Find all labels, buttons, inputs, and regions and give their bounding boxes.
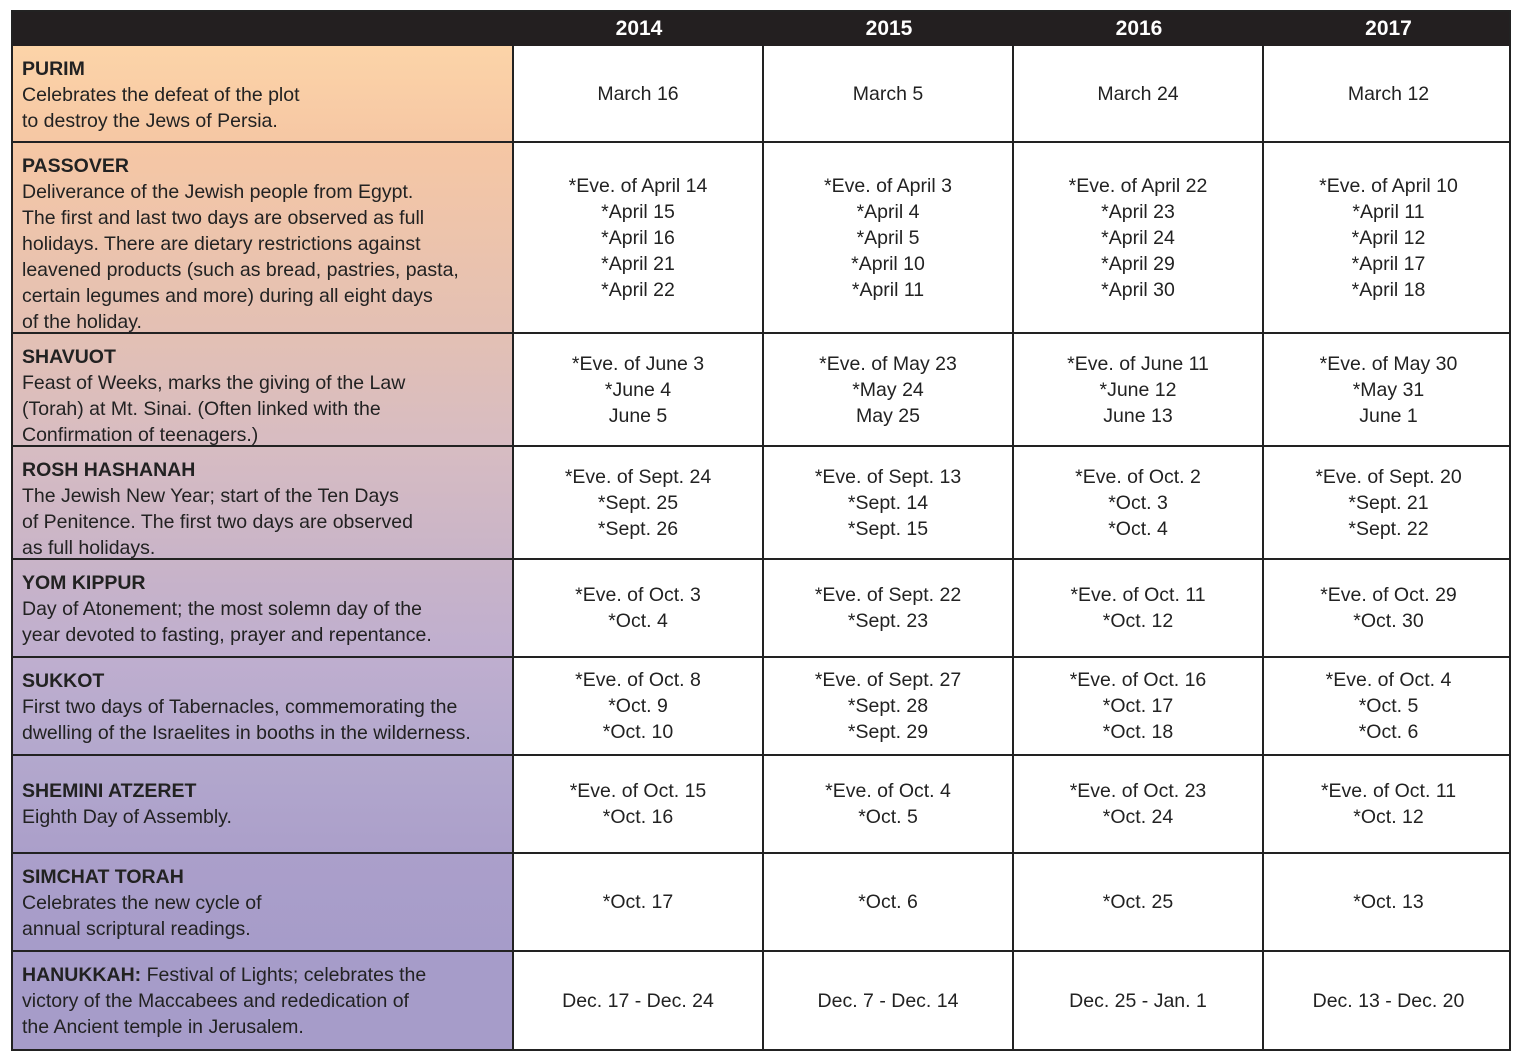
date-line: *Eve. of Oct. 3: [575, 584, 701, 606]
date-cell-2016: [1014, 658, 1264, 756]
date-cell-2015: [764, 756, 1014, 854]
date-line: *Eve. of May 23: [819, 352, 957, 375]
date-cell-2017: [1264, 854, 1511, 952]
date-cell-2015: [764, 560, 1014, 658]
date-line: *Oct. 12: [1353, 806, 1424, 828]
date-line: *Eve. of Oct. 11: [1320, 780, 1457, 802]
date-cell-2015: [764, 143, 1014, 334]
date-line: Dec. 7 - Dec. 14: [817, 989, 959, 1012]
date-line: *April 24: [1101, 226, 1175, 249]
date-cell-2014: [514, 854, 764, 952]
date-cell-2016: [1014, 447, 1264, 560]
holiday-name-line: [22, 570, 503, 596]
holiday-desc-text: Festival of Lights; celebrates the: [141, 964, 427, 986]
date-cell-2015: [764, 854, 1014, 952]
date-line: March 5: [852, 82, 924, 105]
date-line: *Oct. 6: [1358, 721, 1419, 743]
date-cell-2016: [1014, 143, 1264, 334]
date-cell-2014: [514, 560, 764, 658]
date-cell-2016: [1014, 854, 1264, 952]
date-line: *Oct. 10: [602, 721, 674, 743]
date-cell-2016: [1014, 46, 1264, 143]
holiday-desc-line: Confirmation of teenagers.): [22, 424, 259, 446]
date-line: *May 31: [1352, 378, 1425, 401]
date-cell-2017: [1264, 334, 1511, 447]
date-line: March 16: [597, 82, 679, 105]
date-line: *Oct. 3: [1108, 491, 1168, 514]
holiday-description-2: [13, 334, 514, 447]
date-line: *Oct. 12: [1102, 610, 1174, 632]
date-cell-2015: [764, 447, 1014, 560]
date-cell-2014: [514, 334, 764, 447]
date-line: *April 18: [1351, 278, 1426, 301]
holiday-name: HANUKKAH:: [22, 964, 142, 986]
date-cell-2015: [764, 952, 1014, 1049]
date-line: *Eve. of June 3: [571, 352, 705, 375]
holiday-desc-line: Eighth Day of Assembly.: [22, 806, 232, 828]
holiday-name: SHEMINI ATZERET: [22, 780, 197, 802]
date-cell-2017: [1264, 756, 1511, 854]
date-line: *Oct. 13: [1353, 891, 1424, 913]
date-line: Dec. 13 - Dec. 20: [1312, 989, 1465, 1012]
date-line: *Oct. 30: [1353, 610, 1424, 632]
date-line: *Eve. of Oct. 8: [575, 669, 701, 691]
date-line: *April 17: [1351, 252, 1426, 275]
holiday-desc-line: Feast of Weeks, marks the giving of the Law: [22, 372, 406, 394]
date-line: *Oct. 9: [608, 695, 668, 717]
date-line: *Eve. of June 11: [1067, 352, 1209, 375]
year-header-2016: 2016: [1014, 12, 1264, 46]
date-cell-2014: [514, 447, 764, 560]
date-line: *April 11: [1352, 200, 1425, 223]
date-line: *April 4: [856, 200, 920, 223]
date-cell-2017: [1264, 447, 1511, 560]
date-line: June 13: [1103, 404, 1173, 427]
date-cell-2016: [1014, 756, 1264, 854]
date-line: *Eve. of May 30: [1319, 352, 1458, 375]
holiday-description-0: [13, 46, 514, 143]
holiday-description-5: [13, 658, 514, 756]
date-line: *April 10: [851, 252, 925, 275]
holiday-name-line: [22, 668, 503, 694]
holiday-desc-line: Celebrates the defeat of the plot: [22, 84, 300, 106]
date-line: *Eve. of Oct. 23: [1069, 780, 1207, 802]
date-line: *Eve. of Oct. 11: [1070, 584, 1206, 606]
date-line: *Eve. of April 3: [824, 174, 952, 197]
date-line: March 24: [1097, 82, 1179, 105]
date-line: *Sept. 22: [1348, 517, 1429, 540]
date-line: *Eve. of Sept. 27: [814, 669, 962, 691]
holiday-desc-line: (Torah) at Mt. Sinai. (Often linked with the: [22, 398, 381, 420]
date-cell-2015: [764, 46, 1014, 143]
holiday-name-line: [22, 864, 503, 890]
holiday-description-7: [13, 854, 514, 952]
holiday-desc-line: year devoted to fasting, prayer and repentance.: [22, 624, 432, 646]
date-line: *April 23: [1101, 200, 1175, 223]
holiday-desc-line: holidays. There are dietary restrictions against: [22, 233, 421, 255]
holiday-name-line: [22, 56, 503, 82]
date-line: *Oct. 18: [1102, 721, 1174, 743]
date-line: *Eve. of April 22: [1068, 174, 1208, 197]
date-line: *June 12: [1099, 378, 1177, 401]
date-line: *Eve. of Sept. 22: [814, 584, 962, 606]
date-line: *Oct. 6: [858, 891, 918, 913]
date-line: *Oct. 5: [858, 806, 918, 828]
date-line: *Sept. 23: [847, 610, 929, 632]
header-corner: [13, 12, 514, 46]
date-line: *April 22: [601, 278, 675, 301]
year-header-2015: 2015: [764, 12, 1014, 46]
date-line: *Sept. 25: [597, 491, 679, 514]
date-line: *April 15: [601, 200, 675, 223]
holiday-desc-line: Day of Atonement; the most solemn day of the: [22, 598, 422, 620]
holiday-desc-line: of Penitence. The first two days are observed: [22, 511, 413, 533]
date-line: *Eve. of Oct. 15: [569, 780, 707, 802]
date-line: *Sept. 15: [847, 517, 929, 540]
date-cell-2014: [514, 143, 764, 334]
holiday-description-4: [13, 560, 514, 658]
date-cell-2016: [1014, 334, 1264, 447]
date-line: *April 5: [856, 226, 920, 249]
date-cell-2015: [764, 334, 1014, 447]
holiday-name: ROSH HASHANAH: [22, 459, 196, 481]
date-line: *Eve. of Sept. 13: [814, 465, 962, 488]
date-line: *Eve. of Oct. 2: [1075, 465, 1201, 488]
date-cell-2017: [1264, 952, 1511, 1049]
date-line: *April 12: [1351, 226, 1426, 249]
year-header-2014: 2014: [514, 12, 764, 46]
holiday-name: PURIM: [22, 58, 85, 80]
date-line: *April 30: [1101, 278, 1175, 301]
date-line: *May 24: [852, 378, 924, 401]
holiday-name-line: [22, 344, 503, 370]
holiday-name: YOM KIPPUR: [22, 572, 146, 594]
holiday-description-3: [13, 447, 514, 560]
date-line: *April 21: [601, 252, 675, 275]
holiday-desc-line: certain legumes and more) during all eight days: [22, 285, 433, 307]
year-header-2017: 2017: [1264, 12, 1511, 46]
date-line: Dec. 25 - Jan. 1: [1069, 989, 1207, 1012]
date-line: *Oct. 4: [1108, 517, 1168, 540]
holiday-name-line: [22, 153, 503, 179]
date-line: *Sept. 29: [847, 721, 929, 743]
date-line: *Eve. of Oct. 4: [825, 780, 951, 802]
date-line: June 5: [608, 404, 668, 427]
holiday-description-8: [13, 952, 514, 1049]
date-line: *Oct. 17: [1102, 695, 1174, 717]
date-line: *Eve. of April 14: [568, 174, 708, 197]
date-line: May 25: [856, 404, 920, 427]
date-line: *Oct. 17: [602, 891, 674, 913]
date-line: *Oct. 4: [608, 610, 668, 632]
holiday-desc-line: as full holidays.: [22, 537, 156, 559]
holiday-description-6: [13, 756, 514, 854]
date-line: *Sept. 14: [847, 491, 929, 514]
date-line: *April 11: [851, 278, 925, 301]
date-cell-2016: [1014, 952, 1264, 1049]
holiday-description-1: [13, 143, 514, 334]
date-cell-2015: [764, 658, 1014, 756]
holiday-desc-line: of the holiday.: [22, 311, 142, 333]
date-line: *Oct. 16: [602, 806, 674, 828]
holiday-desc-line: victory of the Maccabees and rededication of: [22, 990, 409, 1012]
date-line: March 12: [1347, 82, 1430, 105]
date-cell-2014: [514, 952, 764, 1049]
date-line: *Eve. of Oct. 4: [1325, 669, 1452, 691]
date-line: *Eve. of Oct. 29: [1320, 584, 1457, 606]
holiday-name: PASSOVER: [22, 155, 129, 177]
holiday-calendar-table: [13, 12, 1509, 1049]
date-line: *Eve. of Sept. 20: [1315, 465, 1462, 488]
date-cell-2017: [1264, 143, 1511, 334]
date-line: *Oct. 24: [1102, 806, 1174, 828]
date-line: *Sept. 21: [1348, 491, 1429, 514]
date-line: *Eve. of Sept. 24: [564, 465, 712, 488]
holiday-desc-line: Celebrates the new cycle of: [22, 892, 262, 914]
date-line: June 1: [1359, 404, 1418, 427]
date-cell-2017: [1264, 658, 1511, 756]
holiday-name: SIMCHAT TORAH: [22, 866, 184, 888]
date-cell-2017: [1264, 46, 1511, 143]
holiday-name: SUKKOT: [22, 670, 105, 692]
date-line: *June 4: [604, 378, 672, 401]
date-line: *Sept. 26: [597, 517, 679, 540]
date-line: *April 16: [601, 226, 675, 249]
holiday-calendar-frame: [11, 10, 1511, 1051]
holiday-desc-line: The Jewish New Year; start of the Ten Days: [22, 485, 399, 507]
holiday-desc-line: the Ancient temple in Jerusalem.: [22, 1016, 304, 1038]
date-cell-2014: [514, 658, 764, 756]
holiday-name-line: [22, 457, 503, 483]
holiday-desc-line: [22, 962, 503, 988]
holiday-desc-line: Deliverance of the Jewish people from Egypt.: [22, 181, 414, 203]
date-cell-2014: [514, 756, 764, 854]
holiday-desc-line: to destroy the Jews of Persia.: [22, 110, 278, 132]
date-cell-2016: [1014, 560, 1264, 658]
date-line: *Sept. 28: [847, 695, 929, 717]
date-cell-2017: [1264, 560, 1511, 658]
date-line: *April 29: [1101, 252, 1175, 275]
date-line: Dec. 17 - Dec. 24: [562, 989, 714, 1012]
holiday-desc-line: dwelling of the Israelites in booths in the wilderness.: [22, 722, 471, 744]
date-line: *Eve. of April 10: [1319, 174, 1458, 197]
holiday-desc-line: The first and last two days are observed as full: [22, 207, 425, 229]
holiday-desc-line: leavened products (such as bread, pastries, pasta,: [22, 259, 459, 281]
holiday-name-line: [22, 778, 503, 804]
date-cell-2014: [514, 46, 764, 143]
holiday-desc-line: annual scriptural readings.: [22, 918, 251, 940]
date-line: *Oct. 5: [1358, 695, 1419, 717]
date-line: *Eve. of Oct. 16: [1069, 669, 1207, 691]
holiday-name: SHAVUOT: [22, 346, 116, 368]
holiday-desc-line: First two days of Tabernacles, commemorating the: [22, 696, 458, 718]
date-line: *Oct. 25: [1102, 891, 1174, 913]
